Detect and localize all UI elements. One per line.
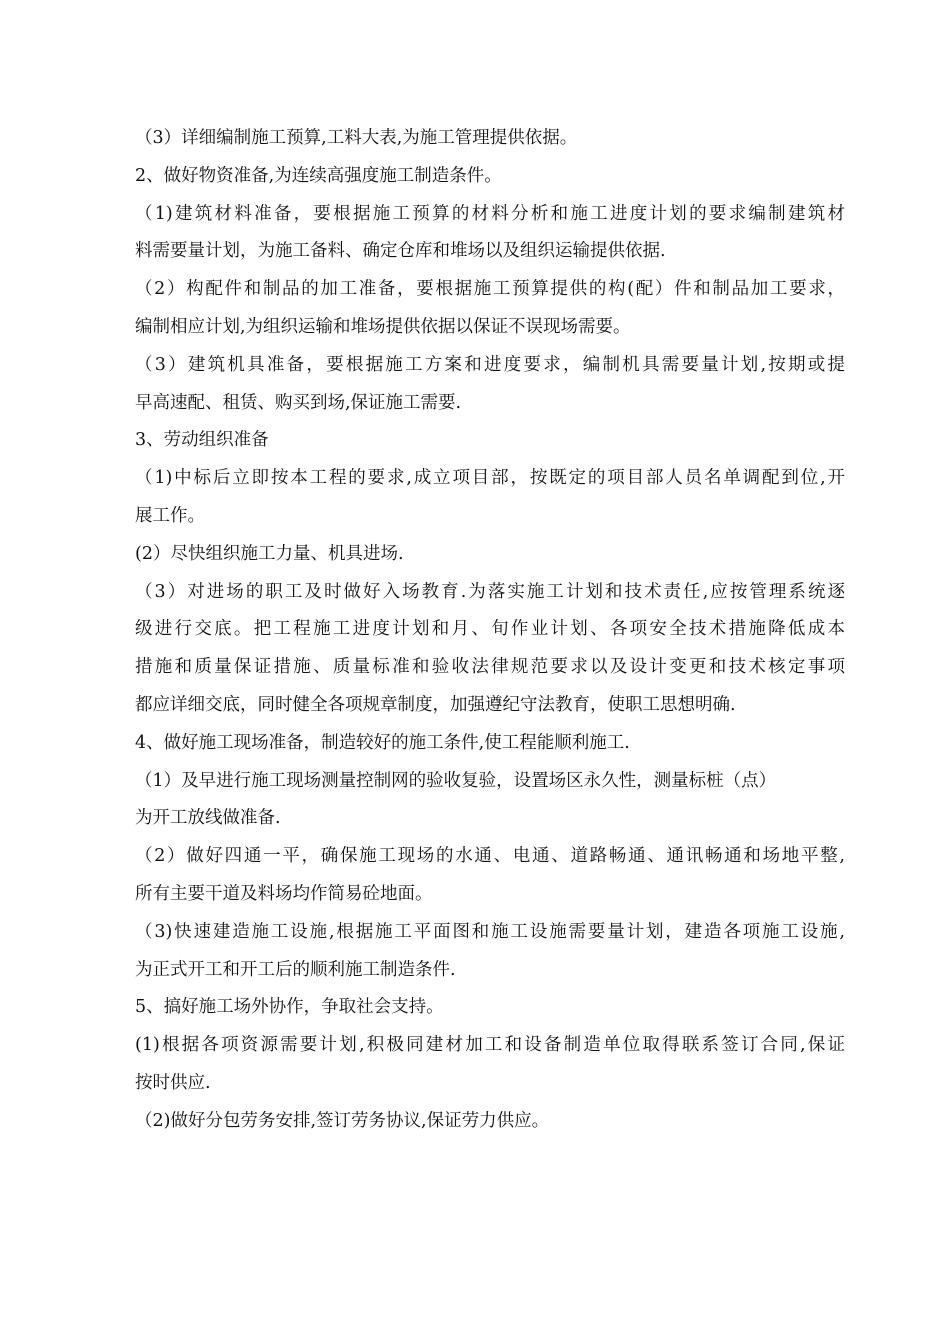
paragraph-line: （2）做好四通一平，确保施工现场的水通、电通、道路畅通、通讯畅通和场地平整, [135, 846, 845, 867]
document-body [135, 120, 845, 1141]
paragraph-line: 料需要量计划，为施工备料、确定仓库和堆场以及组织运输提供依据. [135, 241, 666, 262]
paragraph-line: （3）详细编制施工预算,工料大表,为施工管理提供依据。 [135, 128, 578, 148]
paragraph-line: 展工作。 [135, 505, 205, 526]
paragraph-line: （1)中标后立即按本工程的要求,成立项目部，按既定的项目部人员名单调配到位,开 [135, 468, 845, 489]
section-heading: 2、做好物资准备,为连续高强度施工制造条件。 [135, 165, 502, 186]
paragraph-line: （1）及早进行施工现场测量控制网的验收复验，设置场区永久性，测量标桩（点） [135, 770, 777, 791]
paragraph-line: 所有主要干道及料场均作简易砼地面。 [135, 883, 433, 904]
paragraph-line: 按时供应. [135, 1072, 211, 1093]
paragraph-line: （2)做好分包劳务安排,签订劳务协议,保证劳力供应。 [135, 1110, 550, 1131]
paragraph-line: (2）尽快组织施工力量、机具进场. [135, 543, 404, 564]
paragraph-line: （3)快速建造施工设施,根据施工平面图和施工设施需要量计划，建造各项施工设施, [135, 921, 845, 942]
paragraph-line: (1)根据各项资源需要计划,积极同建材加工和设备制造单位取得联系签订合同,保证 [135, 1035, 845, 1056]
paragraph-line: 编制相应计划,为组织运输和堆场提供依据以保证不误现场需要。 [135, 316, 631, 337]
paragraph-line: （2）构配件和制品的加工准备，要根据施工预算提供的构(配）件和制品加工要求， [135, 279, 845, 300]
paragraph-line: （1)建筑材料准备，要根据施工预算的材料分析和施工进度计划的要求编制建筑材 [135, 203, 845, 224]
paragraph-line: 措施和质量保证措施、质量标准和验收法律规范要求以及设计变更和技术核定事项 [135, 657, 845, 678]
paragraph-line: 级进行交底。把工程施工进度计划和月、旬作业计划、各项安全技术措施降低成本 [135, 619, 845, 640]
paragraph-line: 早高速配、租赁、购买到场,保证施工需要. [135, 392, 462, 413]
paragraph-line: 为正式开工和开工后的顺利施工制造条件. [135, 959, 456, 980]
paragraph-line: 都应详细交底，同时健全各项规章制度，加强遵纪守法教育，使职工思想明确. [135, 694, 736, 715]
paragraph-line: 为开工放线做准备. [135, 808, 281, 829]
paragraph-line: （3）对进场的职工及时做好入场教育.为落实施工计划和技术责任,应按管理系统逐 [135, 581, 845, 602]
paragraph-line: （3）建筑机具准备，要根据施工方案和进度要求，编制机具需要量计划,按期或提 [135, 354, 845, 375]
section-heading: 3、劳动组织准备 [135, 430, 269, 451]
section-heading: 5、搞好施工场外协作，争取社会支持。 [135, 997, 444, 1018]
section-heading: 4、做好施工现场准备，制造较好的施工条件,使工程能顺利施工. [135, 732, 630, 753]
